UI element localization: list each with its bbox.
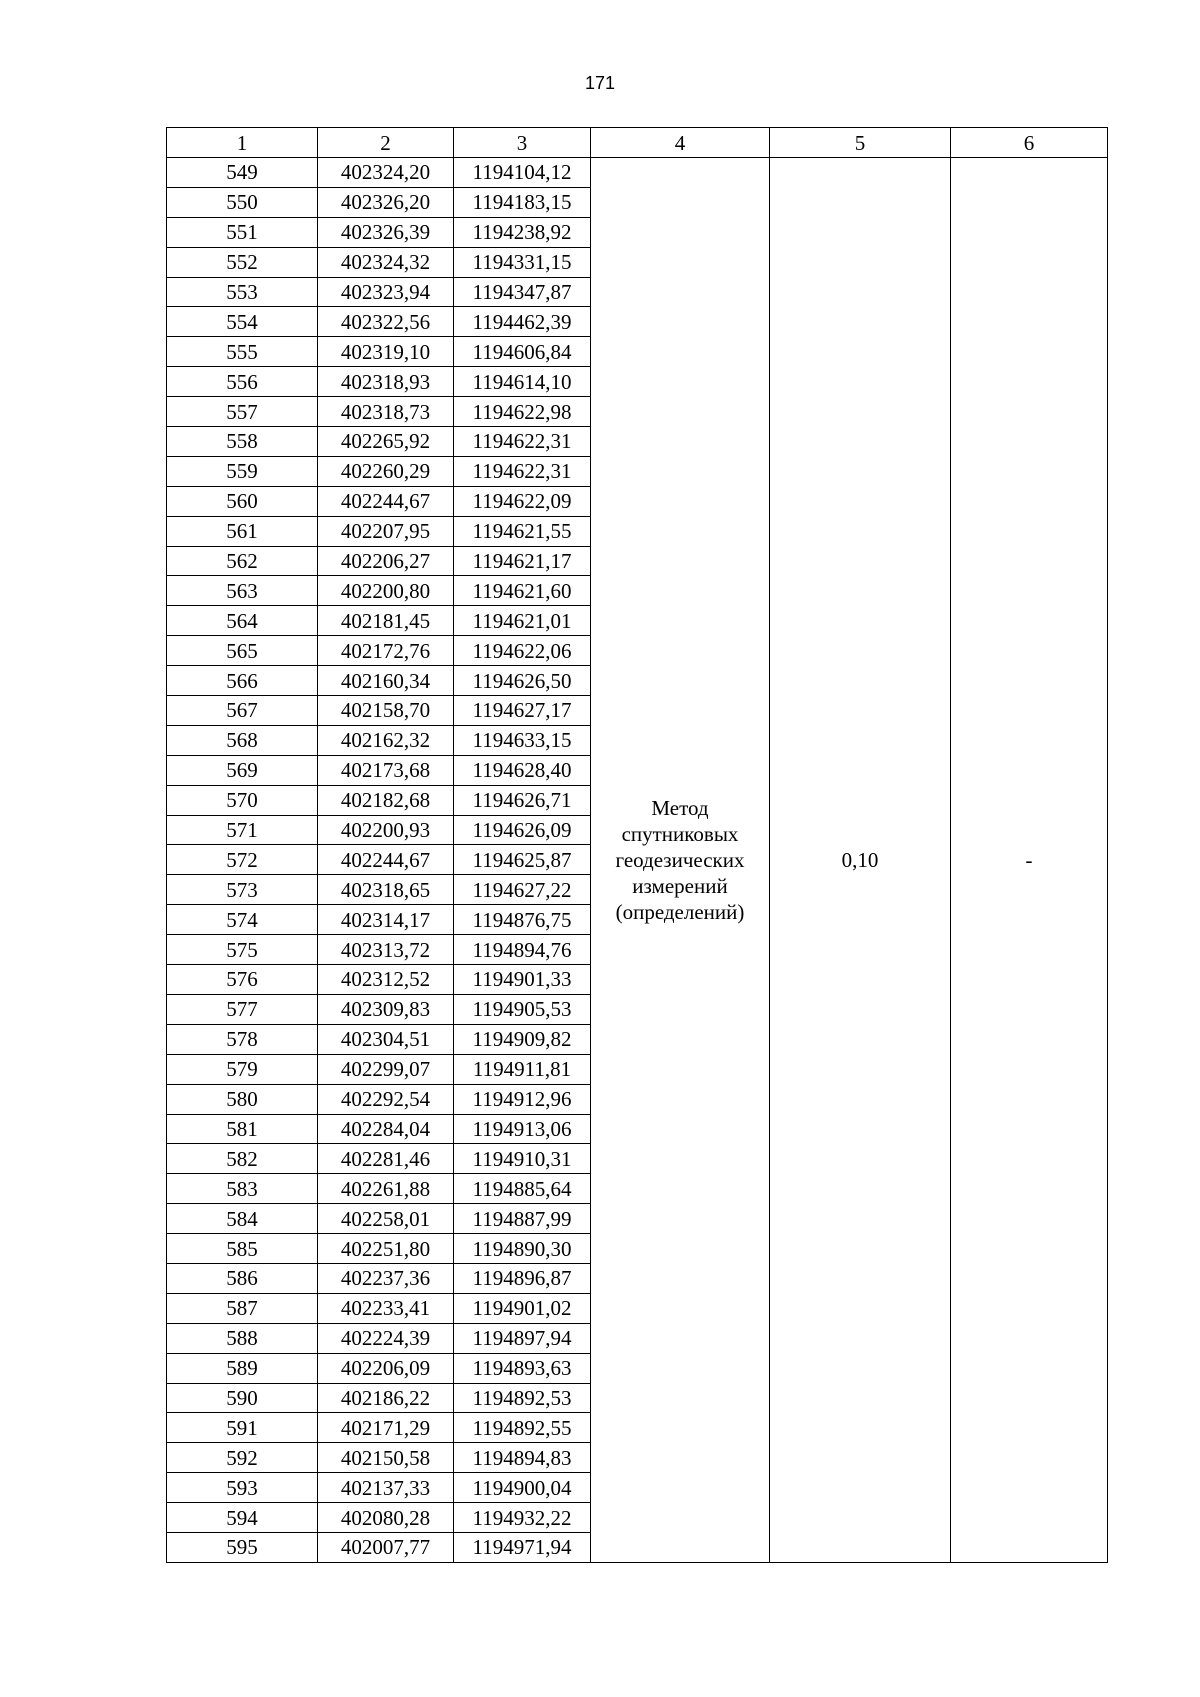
point-number-cell: 589 (167, 1353, 318, 1383)
y-coordinate-cell: 1194238,92 (454, 217, 591, 247)
x-coordinate-cell: 402258,01 (318, 1204, 454, 1234)
y-coordinate-cell: 1194621,55 (454, 516, 591, 546)
point-number-cell: 549 (167, 158, 318, 188)
point-number-cell: 553 (167, 277, 318, 307)
x-coordinate-cell: 402323,94 (318, 277, 454, 307)
point-number-cell: 587 (167, 1293, 318, 1323)
x-coordinate-cell: 402137,33 (318, 1473, 454, 1503)
x-coordinate-cell: 402207,95 (318, 516, 454, 546)
y-coordinate-cell: 1194606,84 (454, 337, 591, 367)
point-number-cell: 586 (167, 1263, 318, 1293)
x-coordinate-cell: 402200,80 (318, 576, 454, 606)
point-number-cell: 566 (167, 666, 318, 696)
table-row (167, 158, 1108, 188)
header-col-6: 6 (951, 128, 1108, 158)
x-coordinate-cell: 402206,09 (318, 1353, 454, 1383)
point-number-cell: 554 (167, 307, 318, 337)
x-coordinate-cell: 402200,93 (318, 815, 454, 845)
y-coordinate-cell: 1194331,15 (454, 247, 591, 277)
x-coordinate-cell: 402314,17 (318, 905, 454, 935)
table-body (167, 158, 1108, 1563)
y-coordinate-cell: 1194633,15 (454, 725, 591, 755)
x-coordinate-cell: 402233,41 (318, 1293, 454, 1323)
y-coordinate-cell: 1194628,40 (454, 755, 591, 785)
point-number-cell: 593 (167, 1473, 318, 1503)
point-number-cell: 592 (167, 1443, 318, 1473)
x-coordinate-cell: 402304,51 (318, 1024, 454, 1054)
x-coordinate-cell: 402244,67 (318, 486, 454, 516)
y-coordinate-cell: 1194900,04 (454, 1473, 591, 1503)
y-coordinate-cell: 1194892,53 (454, 1383, 591, 1413)
y-coordinate-cell: 1194909,82 (454, 1024, 591, 1054)
point-number-cell: 568 (167, 725, 318, 755)
point-number-cell: 578 (167, 1024, 318, 1054)
accuracy-cell: 0,10 (770, 158, 951, 1563)
y-coordinate-cell: 1194622,98 (454, 397, 591, 427)
y-coordinate-cell: 1194622,09 (454, 486, 591, 516)
point-number-cell: 590 (167, 1383, 318, 1413)
point-number-cell: 564 (167, 606, 318, 636)
header-col-2: 2 (318, 128, 454, 158)
x-coordinate-cell: 402158,70 (318, 696, 454, 726)
y-coordinate-cell: 1194614,10 (454, 367, 591, 397)
y-coordinate-cell: 1194896,87 (454, 1263, 591, 1293)
x-coordinate-cell: 402244,67 (318, 845, 454, 875)
point-number-cell: 591 (167, 1413, 318, 1443)
header-row (167, 128, 1108, 158)
point-number-cell: 551 (167, 217, 318, 247)
x-coordinate-cell: 402265,92 (318, 427, 454, 457)
point-number-cell: 595 (167, 1532, 318, 1562)
point-number-cell: 550 (167, 187, 318, 217)
coordinates-table (166, 127, 1108, 1563)
y-coordinate-cell: 1194901,33 (454, 965, 591, 995)
y-coordinate-cell: 1194894,76 (454, 935, 591, 965)
point-number-cell: 576 (167, 965, 318, 995)
y-coordinate-cell: 1194104,12 (454, 158, 591, 188)
point-number-cell: 552 (167, 247, 318, 277)
point-number-cell: 584 (167, 1204, 318, 1234)
header-col-4: 4 (591, 128, 770, 158)
point-number-cell: 572 (167, 845, 318, 875)
y-coordinate-cell: 1194885,64 (454, 1174, 591, 1204)
x-coordinate-cell: 402292,54 (318, 1084, 454, 1114)
y-coordinate-cell: 1194625,87 (454, 845, 591, 875)
method-text-line: спутниковых (621, 821, 739, 846)
point-number-cell: 594 (167, 1503, 318, 1533)
y-coordinate-cell: 1194622,06 (454, 636, 591, 666)
method-text-line: геодезических (615, 847, 745, 872)
y-coordinate-cell: 1194971,94 (454, 1532, 591, 1562)
y-coordinate-cell: 1194887,99 (454, 1204, 591, 1234)
y-coordinate-cell: 1194911,81 (454, 1054, 591, 1084)
point-number-cell: 582 (167, 1144, 318, 1174)
x-coordinate-cell: 402181,45 (318, 606, 454, 636)
x-coordinate-cell: 402007,77 (318, 1532, 454, 1562)
y-coordinate-cell: 1194462,39 (454, 307, 591, 337)
method-text-line: (определений) (615, 899, 745, 924)
x-coordinate-cell: 402318,93 (318, 367, 454, 397)
x-coordinate-cell: 402173,68 (318, 755, 454, 785)
point-number-cell: 580 (167, 1084, 318, 1114)
x-coordinate-cell: 402281,46 (318, 1144, 454, 1174)
header-col-5: 5 (770, 128, 951, 158)
x-coordinate-cell: 402319,10 (318, 337, 454, 367)
y-coordinate-cell: 1194932,22 (454, 1503, 591, 1533)
y-coordinate-cell: 1194893,63 (454, 1353, 591, 1383)
y-coordinate-cell: 1194912,96 (454, 1084, 591, 1114)
x-coordinate-cell: 402318,65 (318, 875, 454, 905)
x-coordinate-cell: 402172,76 (318, 636, 454, 666)
point-number-cell: 555 (167, 337, 318, 367)
x-coordinate-cell: 402080,28 (318, 1503, 454, 1533)
point-number-cell: 567 (167, 696, 318, 726)
point-number-cell: 561 (167, 516, 318, 546)
x-coordinate-cell: 402237,36 (318, 1263, 454, 1293)
y-coordinate-cell: 1194626,71 (454, 785, 591, 815)
point-number-cell: 565 (167, 636, 318, 666)
point-number-cell: 558 (167, 427, 318, 457)
y-coordinate-cell: 1194622,31 (454, 427, 591, 457)
x-coordinate-cell: 402326,39 (318, 217, 454, 247)
x-coordinate-cell: 402251,80 (318, 1234, 454, 1264)
x-coordinate-cell: 402162,32 (318, 725, 454, 755)
point-number-cell: 588 (167, 1323, 318, 1353)
point-number-cell: 560 (167, 486, 318, 516)
y-coordinate-cell: 1194183,15 (454, 187, 591, 217)
x-coordinate-cell: 402312,52 (318, 965, 454, 995)
method-cell (591, 158, 770, 1563)
point-number-cell: 574 (167, 905, 318, 935)
y-coordinate-cell: 1194876,75 (454, 905, 591, 935)
x-coordinate-cell: 402224,39 (318, 1323, 454, 1353)
column-6-cell: - (951, 158, 1108, 1563)
point-number-cell: 571 (167, 815, 318, 845)
x-coordinate-cell: 402206,27 (318, 546, 454, 576)
x-coordinate-cell: 402322,56 (318, 307, 454, 337)
y-coordinate-cell: 1194894,83 (454, 1443, 591, 1473)
x-coordinate-cell: 402324,32 (318, 247, 454, 277)
x-coordinate-cell: 402299,07 (318, 1054, 454, 1084)
point-number-cell: 559 (167, 456, 318, 486)
point-number-cell: 556 (167, 367, 318, 397)
x-coordinate-cell: 402326,20 (318, 187, 454, 217)
y-coordinate-cell: 1194901,02 (454, 1293, 591, 1323)
point-number-cell: 573 (167, 875, 318, 905)
point-number-cell: 583 (167, 1174, 318, 1204)
point-number-cell: 570 (167, 785, 318, 815)
x-coordinate-cell: 402160,34 (318, 666, 454, 696)
point-number-cell: 557 (167, 397, 318, 427)
y-coordinate-cell: 1194897,94 (454, 1323, 591, 1353)
y-coordinate-cell: 1194892,55 (454, 1413, 591, 1443)
y-coordinate-cell: 1194626,09 (454, 815, 591, 845)
x-coordinate-cell: 402186,22 (318, 1383, 454, 1413)
header-col-1: 1 (167, 128, 318, 158)
point-number-cell: 575 (167, 935, 318, 965)
x-coordinate-cell: 402284,04 (318, 1114, 454, 1144)
x-coordinate-cell: 402150,58 (318, 1443, 454, 1473)
point-number-cell: 585 (167, 1234, 318, 1264)
x-coordinate-cell: 402182,68 (318, 785, 454, 815)
y-coordinate-cell: 1194347,87 (454, 277, 591, 307)
x-coordinate-cell: 402171,29 (318, 1413, 454, 1443)
y-coordinate-cell: 1194913,06 (454, 1114, 591, 1144)
y-coordinate-cell: 1194621,60 (454, 576, 591, 606)
y-coordinate-cell: 1194626,50 (454, 666, 591, 696)
x-coordinate-cell: 402260,29 (318, 456, 454, 486)
y-coordinate-cell: 1194622,31 (454, 456, 591, 486)
point-number-cell: 581 (167, 1114, 318, 1144)
point-number-cell: 579 (167, 1054, 318, 1084)
point-number-cell: 577 (167, 994, 318, 1024)
y-coordinate-cell: 1194890,30 (454, 1234, 591, 1264)
x-coordinate-cell: 402318,73 (318, 397, 454, 427)
y-coordinate-cell: 1194905,53 (454, 994, 591, 1024)
y-coordinate-cell: 1194910,31 (454, 1144, 591, 1174)
y-coordinate-cell: 1194621,17 (454, 546, 591, 576)
method-text-line: Метод (651, 795, 709, 820)
header-col-3: 3 (454, 128, 591, 158)
method-text-line: измерений (632, 873, 728, 898)
y-coordinate-cell: 1194627,17 (454, 696, 591, 726)
x-coordinate-cell: 402324,20 (318, 158, 454, 188)
x-coordinate-cell: 402309,83 (318, 994, 454, 1024)
page-number: 171 (584, 73, 616, 93)
point-number-cell: 563 (167, 576, 318, 606)
y-coordinate-cell: 1194627,22 (454, 875, 591, 905)
point-number-cell: 569 (167, 755, 318, 785)
point-number-cell: 562 (167, 546, 318, 576)
y-coordinate-cell: 1194621,01 (454, 606, 591, 636)
x-coordinate-cell: 402313,72 (318, 935, 454, 965)
x-coordinate-cell: 402261,88 (318, 1174, 454, 1204)
